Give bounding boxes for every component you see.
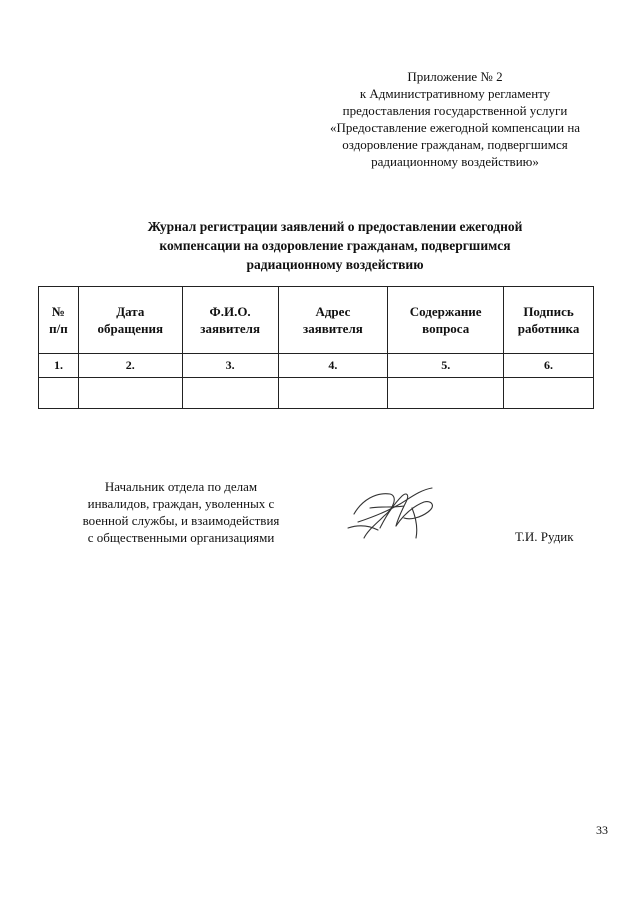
- column-number-cell: 2.: [78, 354, 182, 378]
- journal-table: [38, 286, 594, 409]
- column-header-address: Адрес заявителя: [278, 287, 388, 354]
- column-number-cell: 1.: [39, 354, 79, 378]
- column-number-cell: 6.: [504, 354, 594, 378]
- handwritten-signature: [340, 478, 450, 546]
- appendix-block: [290, 68, 620, 170]
- position-line: Начальник отдела по делам: [104, 479, 258, 494]
- column-header-number: № п/п: [39, 287, 79, 354]
- column-header-signature: Подпись работника: [504, 287, 594, 354]
- appendix-line: радиационному воздействию»: [371, 154, 539, 169]
- journal-title-line: компенсации на оздоровление гражданам, подвергшимся: [159, 238, 511, 253]
- position-line: военной службы, и взаимодействия: [82, 513, 280, 528]
- signer-name: Т.И. Рудик: [515, 529, 574, 544]
- appendix-line: оздоровление гражданам, подвергшимся: [342, 137, 568, 152]
- appendix-line: Приложение № 2: [407, 69, 503, 84]
- column-number-cell: 4.: [278, 354, 388, 378]
- position-title: [52, 478, 310, 546]
- empty-cell: [39, 378, 79, 409]
- journal-title-line: радиационному воздействию: [246, 257, 424, 272]
- page-number: 33: [596, 823, 608, 837]
- column-header-content: Содержание вопроса: [388, 287, 504, 354]
- empty-cell: [504, 378, 594, 409]
- empty-cell: [278, 378, 388, 409]
- appendix-line: предоставления государственной услуги: [342, 103, 568, 118]
- table-row-empty: [39, 378, 594, 409]
- appendix-line: к Административному регламенту: [359, 86, 551, 101]
- empty-cell: [388, 378, 504, 409]
- column-number-cell: 3.: [182, 354, 278, 378]
- empty-cell: [78, 378, 182, 409]
- table-header-row: [39, 287, 594, 354]
- journal-title: [80, 217, 590, 274]
- column-number-cell: 5.: [388, 354, 504, 378]
- journal-title-line: Журнал регистрации заявлений о предоставлении ежегодной: [147, 219, 523, 234]
- appendix-line: «Предоставление ежегодной компенсации на: [329, 120, 581, 135]
- table-row-numbers: [39, 354, 594, 378]
- position-line: с общественными организациями: [87, 530, 275, 545]
- position-line: инвалидов, граждан, уволенных с: [87, 496, 275, 511]
- empty-cell: [182, 378, 278, 409]
- column-header-name: Ф.И.О. заявителя: [182, 287, 278, 354]
- column-header-date: Дата обращения: [78, 287, 182, 354]
